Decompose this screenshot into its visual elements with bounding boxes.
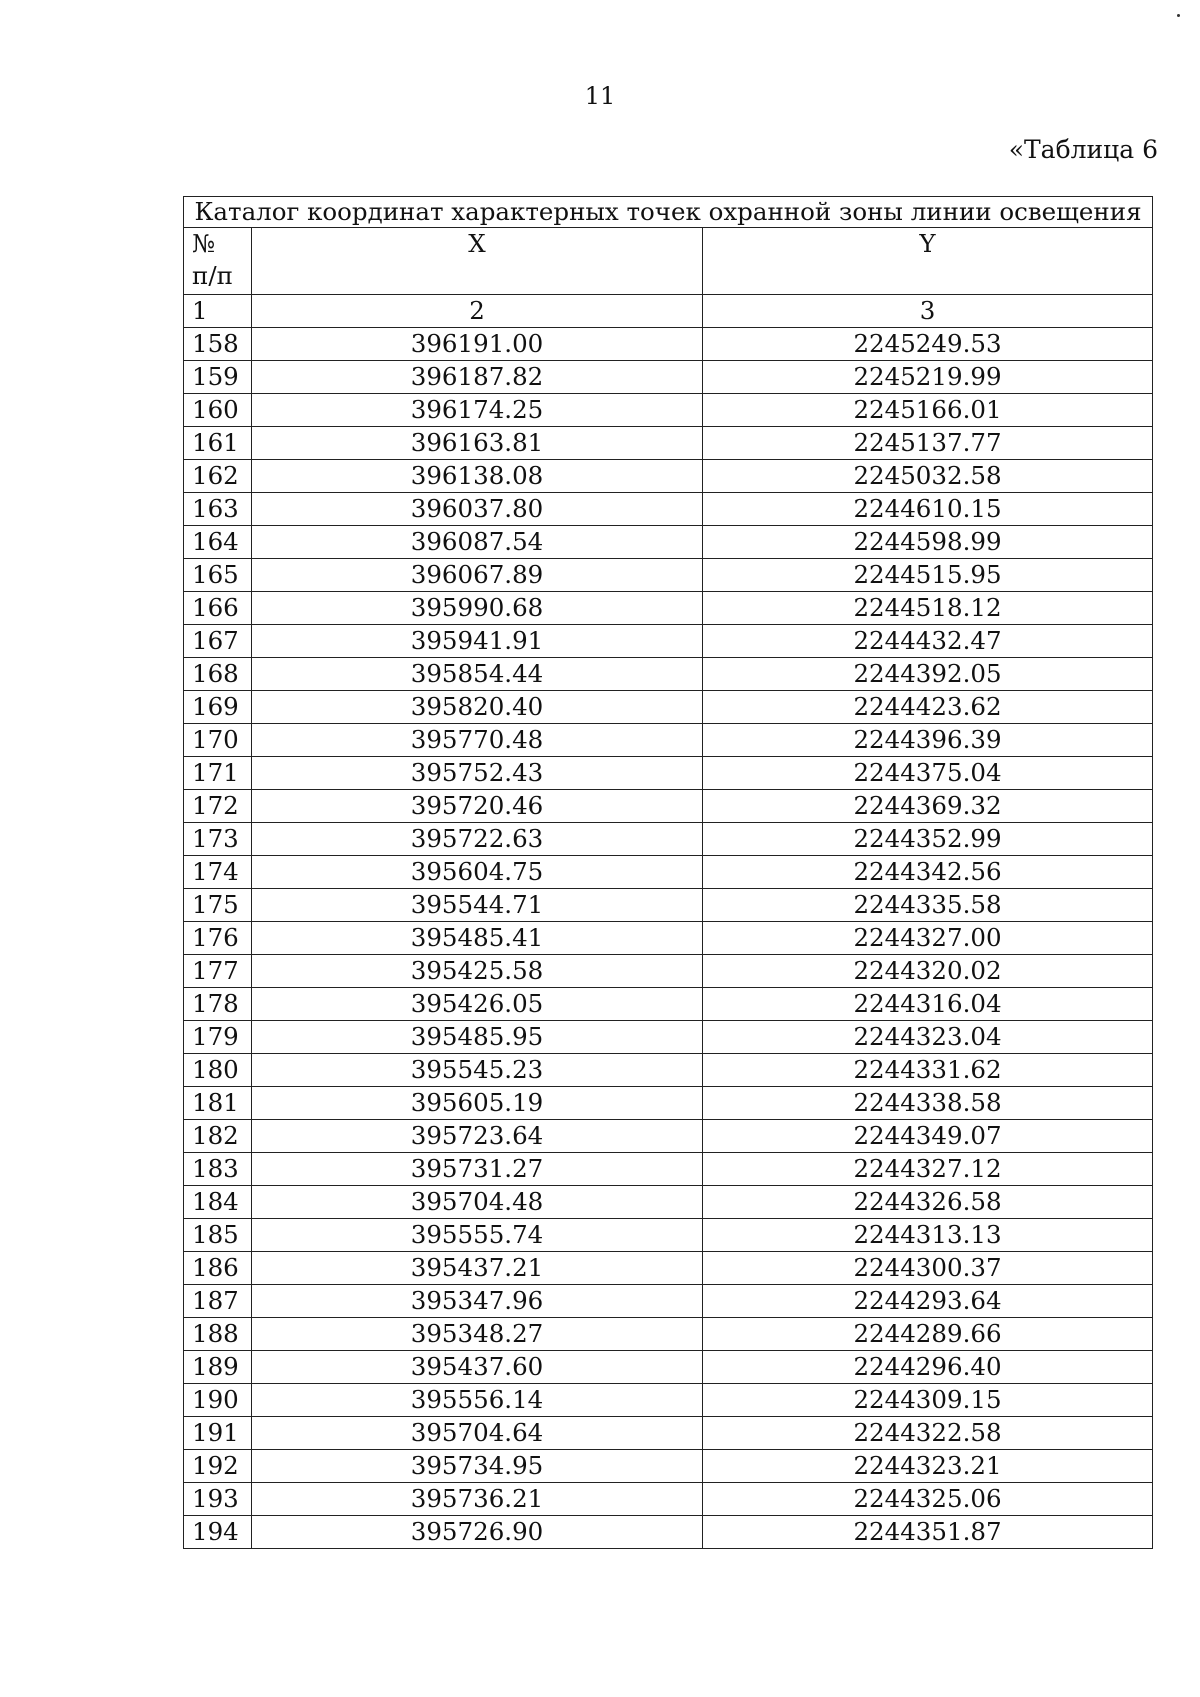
table-row [184,1120,1153,1153]
point-number-cell: 162 [184,460,252,493]
header-x: X [252,228,703,295]
point-number-cell: 167 [184,625,252,658]
table-row [184,427,1153,460]
y-cell: 2244342.56 [703,856,1153,889]
y-cell: 2245032.58 [703,460,1153,493]
y-cell: 2245219.99 [703,361,1153,394]
table-row [184,988,1153,1021]
point-number-cell: 158 [184,328,252,361]
table-row [184,823,1153,856]
table-row [184,493,1153,526]
index-cell-1: 1 [184,295,252,328]
x-cell: 395545.23 [252,1054,703,1087]
y-cell: 2244322.58 [703,1417,1153,1450]
point-number-cell: 161 [184,427,252,460]
point-number-cell: 192 [184,1450,252,1483]
table-row [184,1252,1153,1285]
x-cell: 396087.54 [252,526,703,559]
x-cell: 395704.64 [252,1417,703,1450]
y-cell: 2244325.06 [703,1483,1153,1516]
table-row [184,1417,1153,1450]
point-number-cell: 165 [184,559,252,592]
y-cell: 2244309.15 [703,1384,1153,1417]
x-cell: 395723.64 [252,1120,703,1153]
table-row [184,1483,1153,1516]
table-row [184,1450,1153,1483]
point-number-cell: 169 [184,691,252,724]
y-cell: 2244515.95 [703,559,1153,592]
point-number-cell: 172 [184,790,252,823]
x-cell: 395425.58 [252,955,703,988]
x-cell: 396138.08 [252,460,703,493]
x-cell: 395485.95 [252,1021,703,1054]
y-cell: 2244351.87 [703,1516,1153,1549]
table-row [184,559,1153,592]
coordinates-table [183,196,1153,1549]
index-cell-3: 3 [703,295,1153,328]
y-cell: 2244326.58 [703,1186,1153,1219]
point-number-cell: 171 [184,757,252,790]
y-cell: 2244352.99 [703,823,1153,856]
y-cell: 2244316.04 [703,988,1153,1021]
table-row [184,1318,1153,1351]
index-cell-2: 2 [252,295,703,328]
table-row [184,1186,1153,1219]
y-cell: 2244598.99 [703,526,1153,559]
x-cell: 395731.27 [252,1153,703,1186]
table-row [184,592,1153,625]
table-row [184,691,1153,724]
point-number-cell: 183 [184,1153,252,1186]
y-cell: 2244327.12 [703,1153,1153,1186]
header-num-line2: п/п [192,261,233,290]
y-cell: 2244423.62 [703,691,1153,724]
table-row [184,1153,1153,1186]
y-cell: 2244323.04 [703,1021,1153,1054]
x-cell: 395734.95 [252,1450,703,1483]
point-number-cell: 175 [184,889,252,922]
x-cell: 395752.43 [252,757,703,790]
y-cell: 2244396.39 [703,724,1153,757]
table-caption: Каталог координат характерных точек охранной зоны линии освещения [184,197,1153,228]
x-cell: 396163.81 [252,427,703,460]
point-number-cell: 160 [184,394,252,427]
y-cell: 2244338.58 [703,1087,1153,1120]
point-number-cell: 193 [184,1483,252,1516]
table-row [184,790,1153,823]
y-cell: 2244369.32 [703,790,1153,823]
table-row [184,1384,1153,1417]
x-cell: 395555.74 [252,1219,703,1252]
point-number-cell: 189 [184,1351,252,1384]
header-num-cell [184,228,252,295]
point-number-cell: 166 [184,592,252,625]
x-cell: 395437.60 [252,1351,703,1384]
y-cell: 2244327.00 [703,922,1153,955]
point-number-cell: 190 [184,1384,252,1417]
point-number-cell: 180 [184,1054,252,1087]
y-cell: 2244300.37 [703,1252,1153,1285]
table-row [184,922,1153,955]
x-cell: 395820.40 [252,691,703,724]
y-cell: 2245166.01 [703,394,1153,427]
table-row [184,1054,1153,1087]
header-num-line1: № [192,229,216,258]
table-row [184,1285,1153,1318]
table-label: «Таблица 6 [1008,135,1158,164]
point-number-cell: 178 [184,988,252,1021]
caption-row [184,197,1153,228]
y-cell: 2244323.21 [703,1450,1153,1483]
y-cell: 2245137.77 [703,427,1153,460]
x-cell: 395941.91 [252,625,703,658]
y-cell: 2244349.07 [703,1120,1153,1153]
point-number-cell: 173 [184,823,252,856]
point-number-cell: 163 [184,493,252,526]
point-number-cell: 168 [184,658,252,691]
table-row [184,658,1153,691]
table-row [184,1021,1153,1054]
y-cell: 2244335.58 [703,889,1153,922]
table-row [184,526,1153,559]
table-row [184,889,1153,922]
y-cell: 2244518.12 [703,592,1153,625]
point-number-cell: 170 [184,724,252,757]
y-cell: 2244320.02 [703,955,1153,988]
y-cell: 2244296.40 [703,1351,1153,1384]
x-cell: 395990.68 [252,592,703,625]
table-row [184,1219,1153,1252]
x-cell: 396191.00 [252,328,703,361]
point-number-cell: 186 [184,1252,252,1285]
point-number-cell: 188 [184,1318,252,1351]
x-cell: 395437.21 [252,1252,703,1285]
point-number-cell: 185 [184,1219,252,1252]
point-number-cell: 191 [184,1417,252,1450]
header-row [184,228,1153,295]
table-row [184,394,1153,427]
table-row [184,1087,1153,1120]
x-cell: 395544.71 [252,889,703,922]
x-cell: 395556.14 [252,1384,703,1417]
x-cell: 395770.48 [252,724,703,757]
table-row [184,460,1153,493]
y-cell: 2244610.15 [703,493,1153,526]
x-cell: 395704.48 [252,1186,703,1219]
table-row [184,328,1153,361]
page-number: 11 [584,82,616,110]
x-cell: 395426.05 [252,988,703,1021]
y-cell: 2244331.62 [703,1054,1153,1087]
table-row [184,625,1153,658]
table-row [184,1516,1153,1549]
x-cell: 396174.25 [252,394,703,427]
x-cell: 395347.96 [252,1285,703,1318]
index-row [184,295,1153,328]
x-cell: 395736.21 [252,1483,703,1516]
x-cell: 395726.90 [252,1516,703,1549]
table-row [184,1351,1153,1384]
scan-speck [1177,14,1180,17]
y-cell: 2244392.05 [703,658,1153,691]
y-cell: 2244289.66 [703,1318,1153,1351]
point-number-cell: 159 [184,361,252,394]
x-cell: 395348.27 [252,1318,703,1351]
x-cell: 395722.63 [252,823,703,856]
point-number-cell: 187 [184,1285,252,1318]
table-row [184,757,1153,790]
table-row [184,856,1153,889]
x-cell: 395485.41 [252,922,703,955]
table-row [184,955,1153,988]
table-row [184,361,1153,394]
y-cell: 2244293.64 [703,1285,1153,1318]
point-number-cell: 194 [184,1516,252,1549]
x-cell: 396187.82 [252,361,703,394]
point-number-cell: 182 [184,1120,252,1153]
point-number-cell: 164 [184,526,252,559]
point-number-cell: 181 [184,1087,252,1120]
x-cell: 396067.89 [252,559,703,592]
x-cell: 396037.80 [252,493,703,526]
y-cell: 2244375.04 [703,757,1153,790]
x-cell: 395854.44 [252,658,703,691]
header-y: Y [703,228,1153,295]
point-number-cell: 174 [184,856,252,889]
point-number-cell: 177 [184,955,252,988]
x-cell: 395604.75 [252,856,703,889]
point-number-cell: 179 [184,1021,252,1054]
y-cell: 2245249.53 [703,328,1153,361]
x-cell: 395605.19 [252,1087,703,1120]
point-number-cell: 176 [184,922,252,955]
table-row [184,724,1153,757]
point-number-cell: 184 [184,1186,252,1219]
y-cell: 2244432.47 [703,625,1153,658]
y-cell: 2244313.13 [703,1219,1153,1252]
x-cell: 395720.46 [252,790,703,823]
